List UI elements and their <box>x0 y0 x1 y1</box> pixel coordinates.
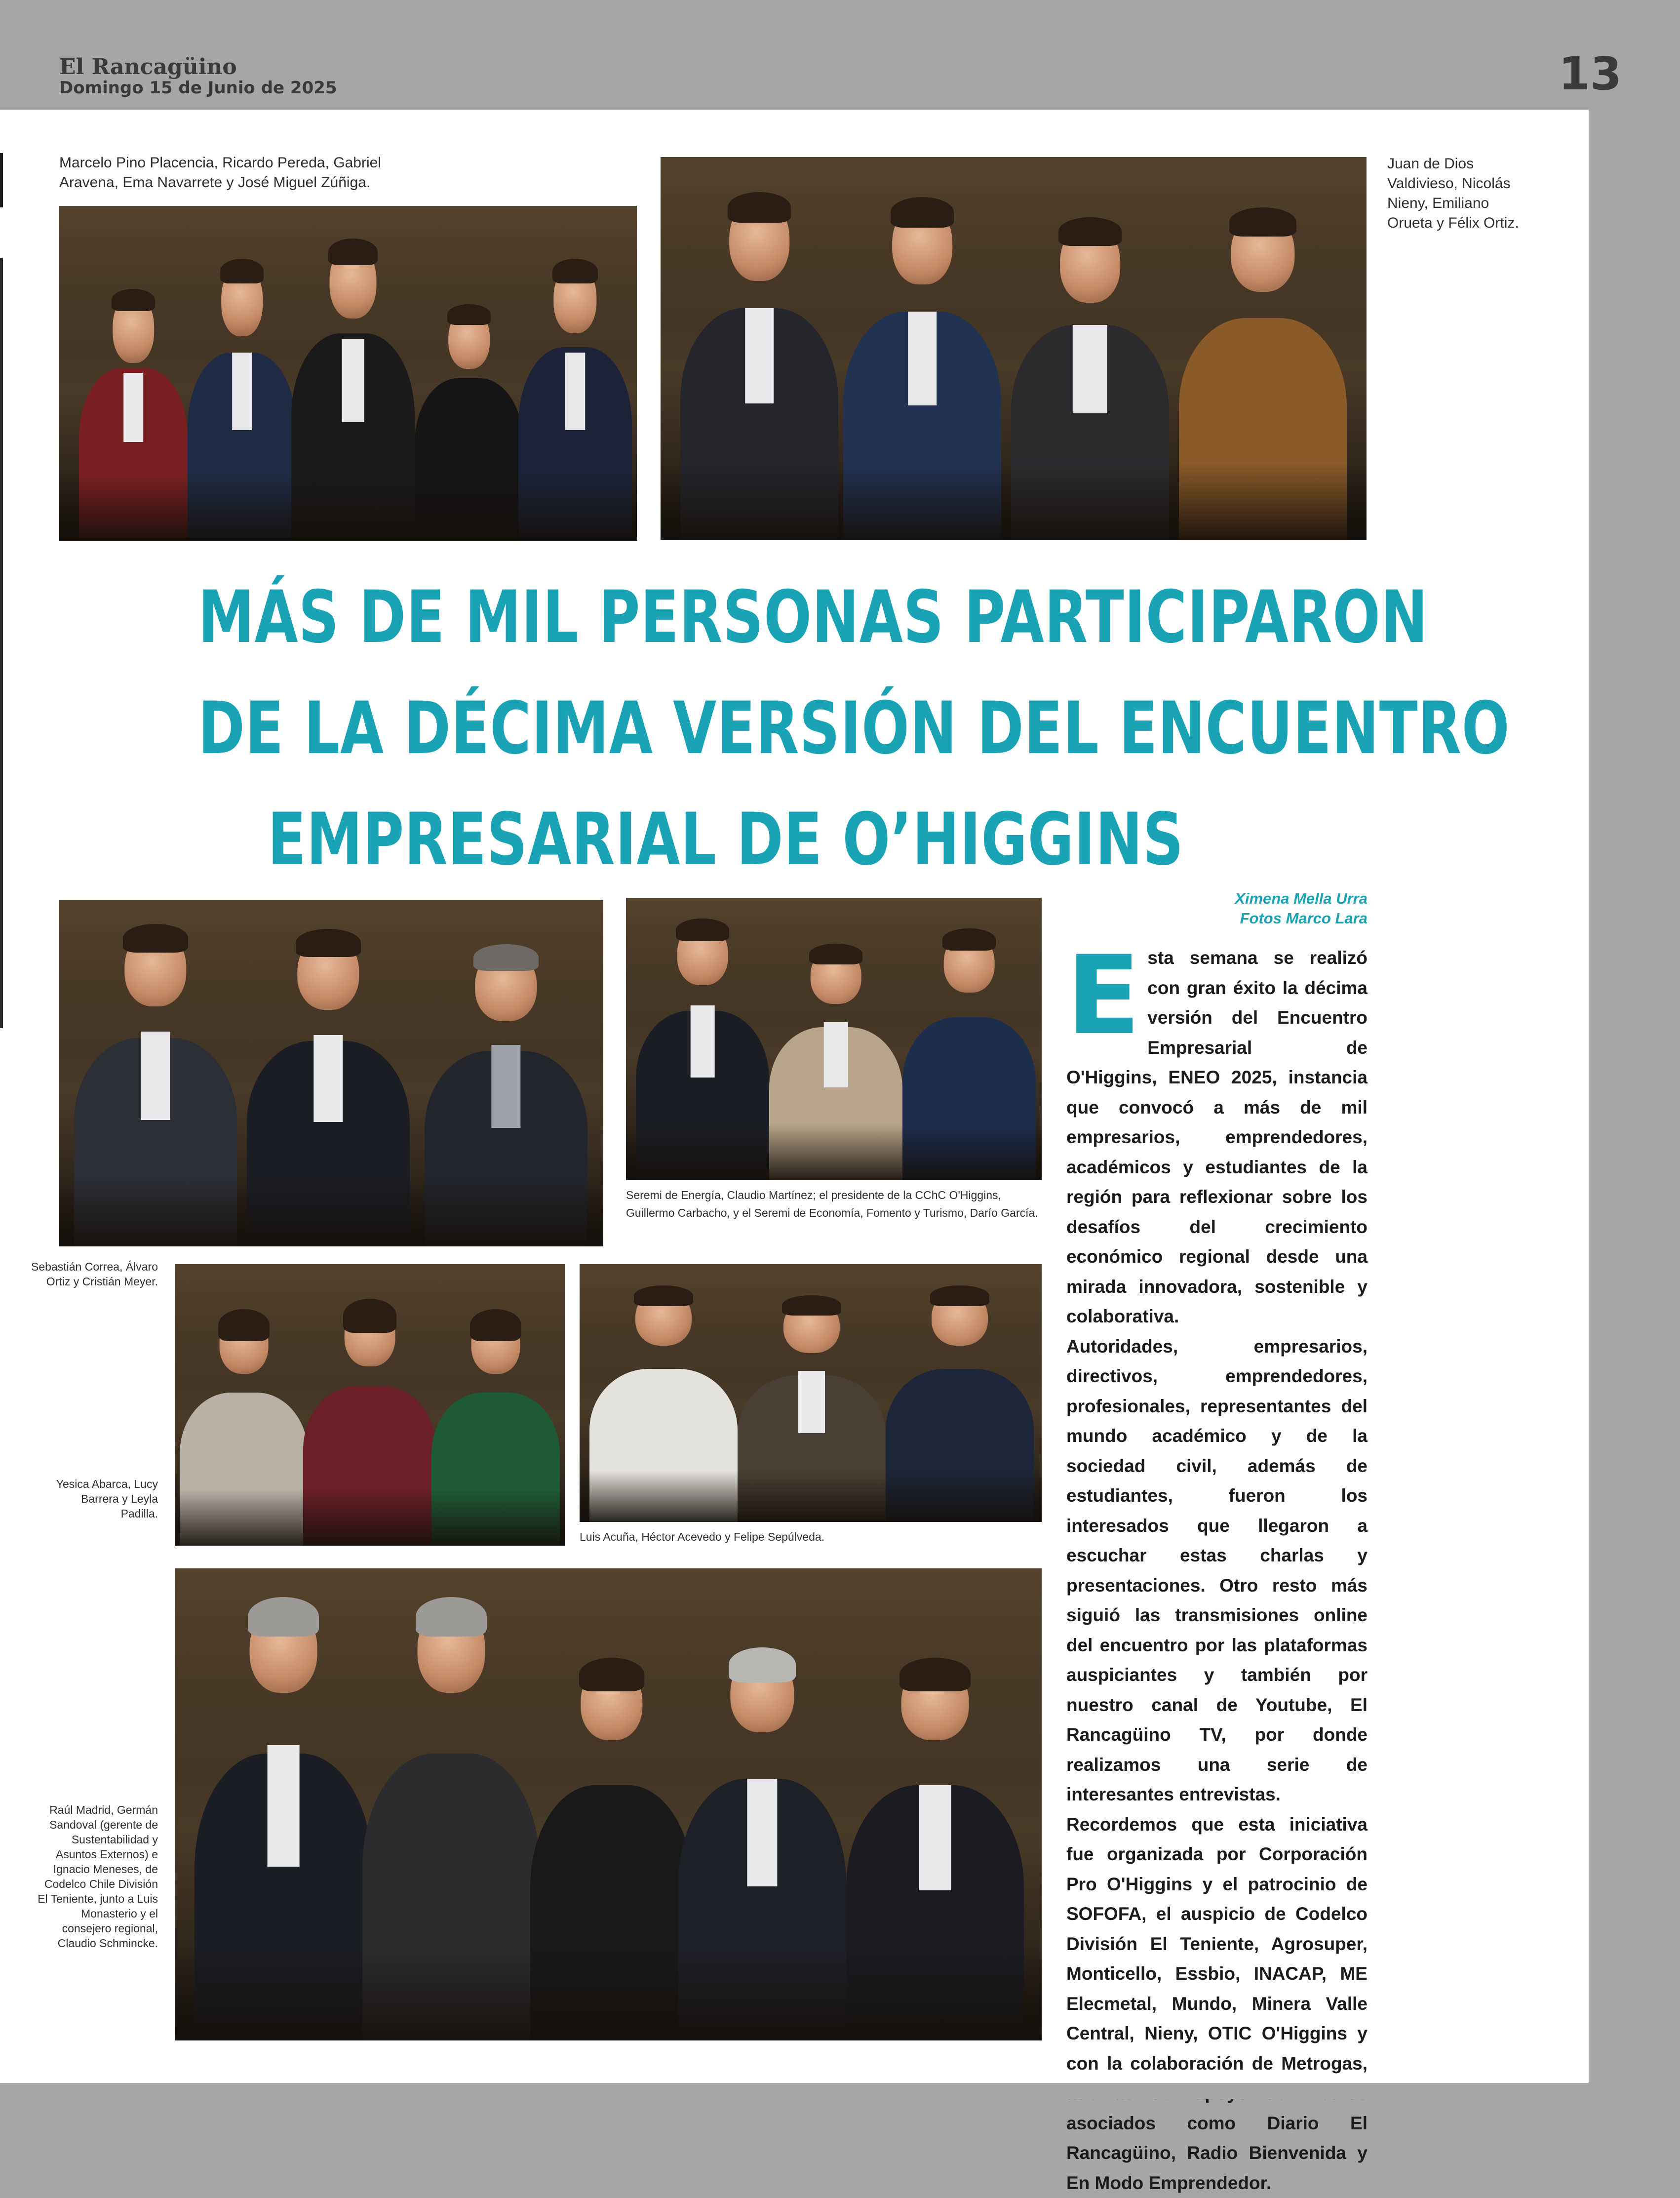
photo-group-three-b <box>626 898 1042 1180</box>
bottom-margin <box>0 2083 1680 2099</box>
paper-name: El Rancagüino <box>59 54 237 80</box>
drop-cap: E <box>1066 946 1140 1045</box>
byline-author: Ximena Mella Urra <box>1061 889 1367 909</box>
article-body <box>1066 943 1367 2198</box>
headline <box>198 562 1253 895</box>
margin-rule <box>0 258 3 1028</box>
photo-caption-4: Seremi de Energía, Claudio Martínez; el presidente de la CChC O'Higgins, Guillermo Carbacho, y el Seremi de Economía, Fomento y Turismo, Darío García. <box>626 1186 1042 1222</box>
masthead <box>0 0 1680 110</box>
headline-line-3: EMPRESARIAL DE O’HIGGINS <box>198 784 1253 895</box>
photo-caption-1: Marcelo Pino Placencia, Ricardo Pereda, Gabriel Aravena, Ema Navarrete y José Miguel Zúñiga. <box>59 153 434 193</box>
photo-group-four <box>661 157 1367 540</box>
byline-photos: Fotos Marco Lara <box>1061 909 1367 928</box>
photo-group-three-a <box>59 900 603 1246</box>
photo-caption-3: Sebastián Correa, Álvaro Ortiz y Cristián Meyer. <box>30 1259 158 1289</box>
page-number: 13 <box>1559 47 1622 100</box>
issue-date: Domingo 15 de Junio de 2025 <box>59 78 337 98</box>
photo-group-five <box>59 206 637 541</box>
article-paragraph-3: Recordemos que esta iniciativa fue organizada por Corporación Pro O'Higgins y el patrocinio de SOFOFA, el auspicio de Codelco División El Teniente, Agrosuper, Monticello, Essbio, INACAP, ME Elecmetal, Mundo, Minera Valle Central, Nieny, OTIC O'Higgins y con la colaboración de Metrogas, asociados como Diario El Rancagüino, Radio Bienvenida y En Modo Emprendedor. <box>1066 1810 1367 2198</box>
margin-rule <box>0 153 3 207</box>
photo-caption-2: Juan de Dios Valdivieso, Nicolás Nieny, Emiliano Orueta y Félix Ortiz. <box>1387 154 1530 233</box>
headline-line-2: DE LA DÉCIMA VERSIÓN DEL ENCUENTRO <box>198 673 1253 784</box>
photo-caption-6: Luis Acuña, Héctor Acevedo y Felipe Sepúlveda. <box>580 1529 1042 1545</box>
photo-group-three-c <box>580 1264 1042 1522</box>
article-paragraph-2: Autoridades, empresarios, directivos, emprendedores, profesionales, representantes del mundo académico y de la sociedad civil, además de estudiantes, fueron los interesados que llegaron a escuchar estas charlas y presentaciones. Otro resto más siguió las transmisiones online del encuentro por las plataformas auspiciantes y también por nuestro canal de Youtube, El Rancagüino TV, por donde realizamos una serie de interesantes entrevistas. <box>1066 1332 1367 1810</box>
photo-group-three-women <box>175 1264 565 1546</box>
article-paragraph-1-text: sta semana se realizó con gran éxito la décima versión del Encuentro Empresarial de O'Higgins, ENEO 2025, instancia que convocó a más de mil empresarios, emprendedores, académicos y estudiantes de la región para reflexionar sobre los desafíos del crecimiento económico regional desde una mirada innovadora, sostenible y colaborativa. <box>1066 948 1367 1326</box>
photo-group-five-codelco <box>175 1568 1042 2040</box>
photo-caption-7: Raúl Madrid, Germán Sandoval (gerente de Sustentabilidad y Asuntos Externos) e Ignacio Meneses, de Codelco Chile División El Teniente, junto a Luis Monasterio y el consejero regional, Claudio Schmincke. <box>35 1802 158 1951</box>
photo-caption-5: Yesica Abarca, Lucy Barrera y Leyla Padilla. <box>49 1477 158 1521</box>
byline <box>1061 889 1367 928</box>
headline-line-1: MÁS DE MIL PERSONAS PARTICIPARON <box>198 562 1253 673</box>
article-paragraph-1 <box>1066 943 1367 1332</box>
